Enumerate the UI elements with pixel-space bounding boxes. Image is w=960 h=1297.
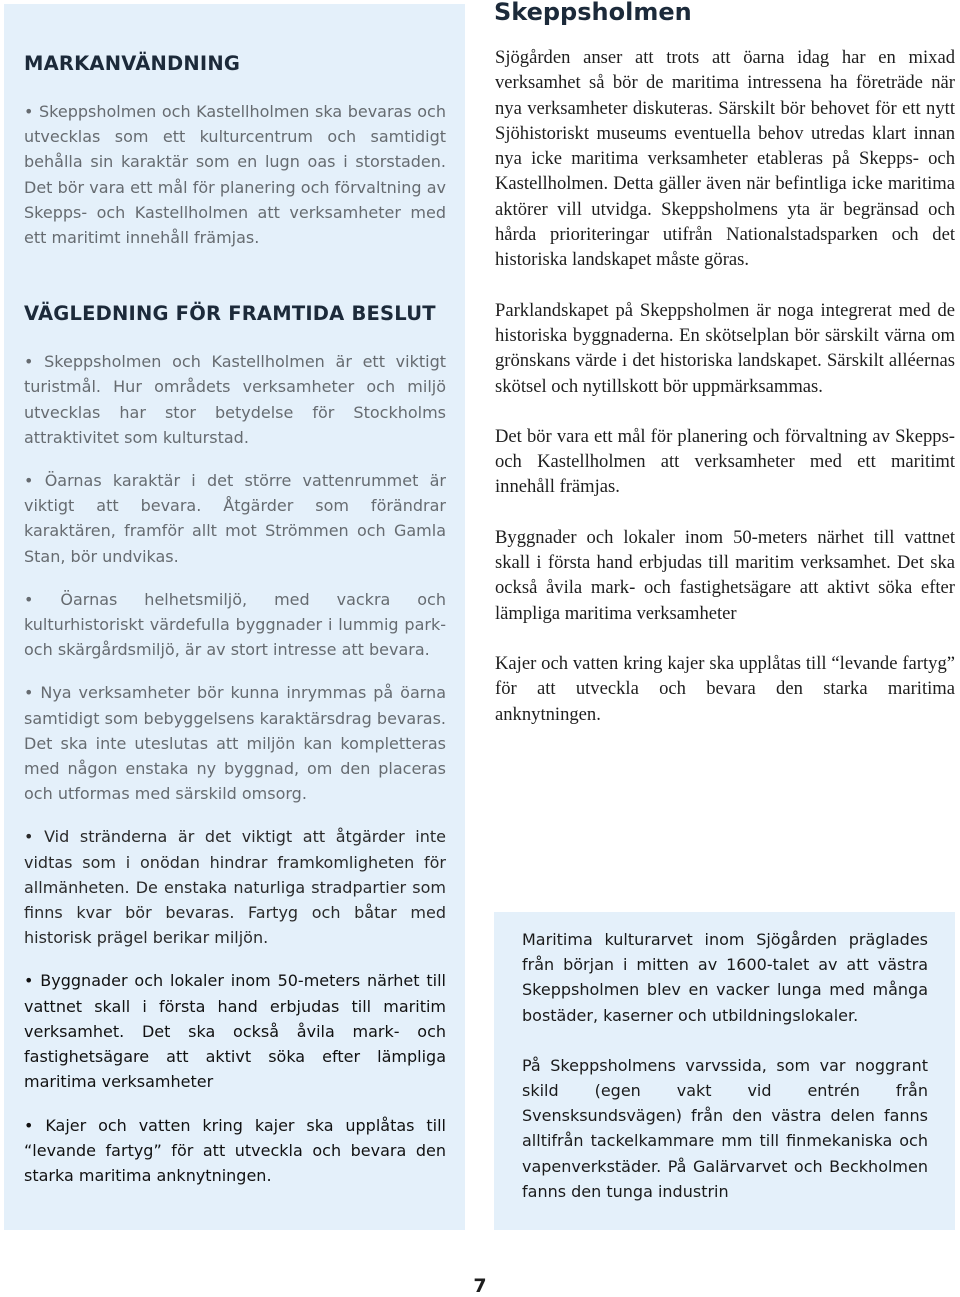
right-paragraph: Det bör vara ett mål för planering och förvaltning av Skepps- och Kastellholmen att verksamheter med ett maritimt innehåll främjas. <box>495 425 955 498</box>
bullet-turistmal: • Skeppsholmen och Kastellholmen är ett viktigt turistmål. Hur områdets verksamheter och miljö utvecklas har stor betydelse för Stockholms attraktivitet som kulturstad. <box>24 352 446 447</box>
info-box <box>494 912 955 1230</box>
bullet-nya-verksamheter: • Nya verksamheter bör kunna inrymmas på öarna samtidigt som bebyggelsens karaktärsdrag bevaras. Det ska inte uteslutas att miljön kan kompletteras med någon enstaka ny byggnad, om den placeras och utformas med särskild omsorg. <box>24 683 446 804</box>
left-column-panel <box>4 4 465 1230</box>
info-box-paragraph: Maritima kulturarvet inom Sjögården präglades från början i mitten av 1600-talet av att västra Skeppsholmen blev en vacker lunga med många bostäder, kaserner och utbildningslokaler. <box>522 930 928 1025</box>
page-number: 7 <box>473 1275 487 1297</box>
bullet-byggnader: • Byggnader och lokaler inom 50-meters närhet till vattnet skall i första hand erbjudas till maritim verksamhet. Det ska också åvila mark- och fastighetsägare att aktivt söka efter lämpliga maritima verksamheter <box>24 971 446 1092</box>
info-box-paragraph: På Skeppsholmens varvssida, som var noggrant skild (egen vakt vid entrén från Svensksundsvägen) från den västra delen fanns alltifrån tackelkammare mm till finmekaniska och vapenverkstäder. På Galärvarvet och Beckholmen fanns den tunga industrin <box>522 1055 928 1201</box>
bullet-strander: • Vid stränderna är det viktigt att åtgärder inte vidtas som i onödan hindrar framkomligheten för allmänheten. De enstaka naturliga stradpartier som finns kvar bör bevaras. Fartyg och båtar med historisk prägel berikar miljön. <box>24 827 446 948</box>
markanvandning-paragraph: • Skeppsholmen och Kastellholmen ska bevaras och utvecklas som ett kulturcentrum och samtidigt behålla sin karaktär som en lugn oas i storstaden. Det bör vara ett mål för planering och förvaltning av Skepps- och Kastellholmen att verksamheter med ett maritimt innehåll främjas. <box>24 102 446 248</box>
left-column-content <box>24 48 446 1188</box>
right-paragraph: Byggnader och lokaler inom 50-meters närhet till vattnet skall i första hand erbjudas till maritim verksamhet. Det ska också åvila mark- och fastighetsägare att aktivt söka efter lämpliga maritima verksamheter <box>495 526 955 624</box>
bullet-kajer: • Kajer och vatten kring kajer ska upplåtas till “levande fartyg” för att utveckla och bevara den starka maritima anknytningen. <box>24 1115 446 1185</box>
info-box-content <box>522 927 928 1204</box>
bullet-vattenrummet: • Öarnas karaktär i det större vattenrummet är viktigt att bevara. Åtgärder som förändrar karaktären, framför allt mot Strömmen och Gamla Stan, bör undvikas. <box>24 471 446 566</box>
right-paragraph: Parklandskapet på Skeppsholmen är noga integrerat med de historiska byggnaderna. En skötselplan bör särskilt värna om grönskans värde i det historiska landskapet. Särskilt alléernas skötsel och nytillskott bör uppmärksammas. <box>495 299 955 397</box>
right-column <box>495 45 955 727</box>
right-paragraph: Kajer och vatten kring kajer ska upplåtas till “levande fartyg” för att utveckla och bevara den starka maritima anknytningen. <box>495 652 955 725</box>
bullet-helhetsmiljo: • Öarnas helhetsmiljö, med vackra och kulturhistoriskt värdefulla byggnader i lummig park- och skärgårdsmiljö, är av stort intresse att bevara. <box>24 589 446 660</box>
heading-vagledning: VÄGLEDNING FÖR FRAMTIDA BESLUT <box>24 302 436 326</box>
right-paragraph: Sjögården anser att trots att öarna idag har en mixad verksamhet så bör de maritima intressena ha företräde när nya verksamheter diskuteras. Särskilt bör behovet för ett nytt Sjöhistoriskt museums eventuella behov utredas klart innan nya icke maritima verksamheter etableras på Skepps- och Kastellholmen. Detta gäller även när befintliga icke maritima aktörer vill utvidga. Skeppsholmens yta är begränsad och hårda prioriteringar utifrån Nationalstadsparken och det historiska landskapet måste göras. <box>495 47 955 271</box>
page-title: Skeppsholmen <box>494 0 692 26</box>
heading-markanvandning: MARKANVÄNDNING <box>24 52 241 75</box>
